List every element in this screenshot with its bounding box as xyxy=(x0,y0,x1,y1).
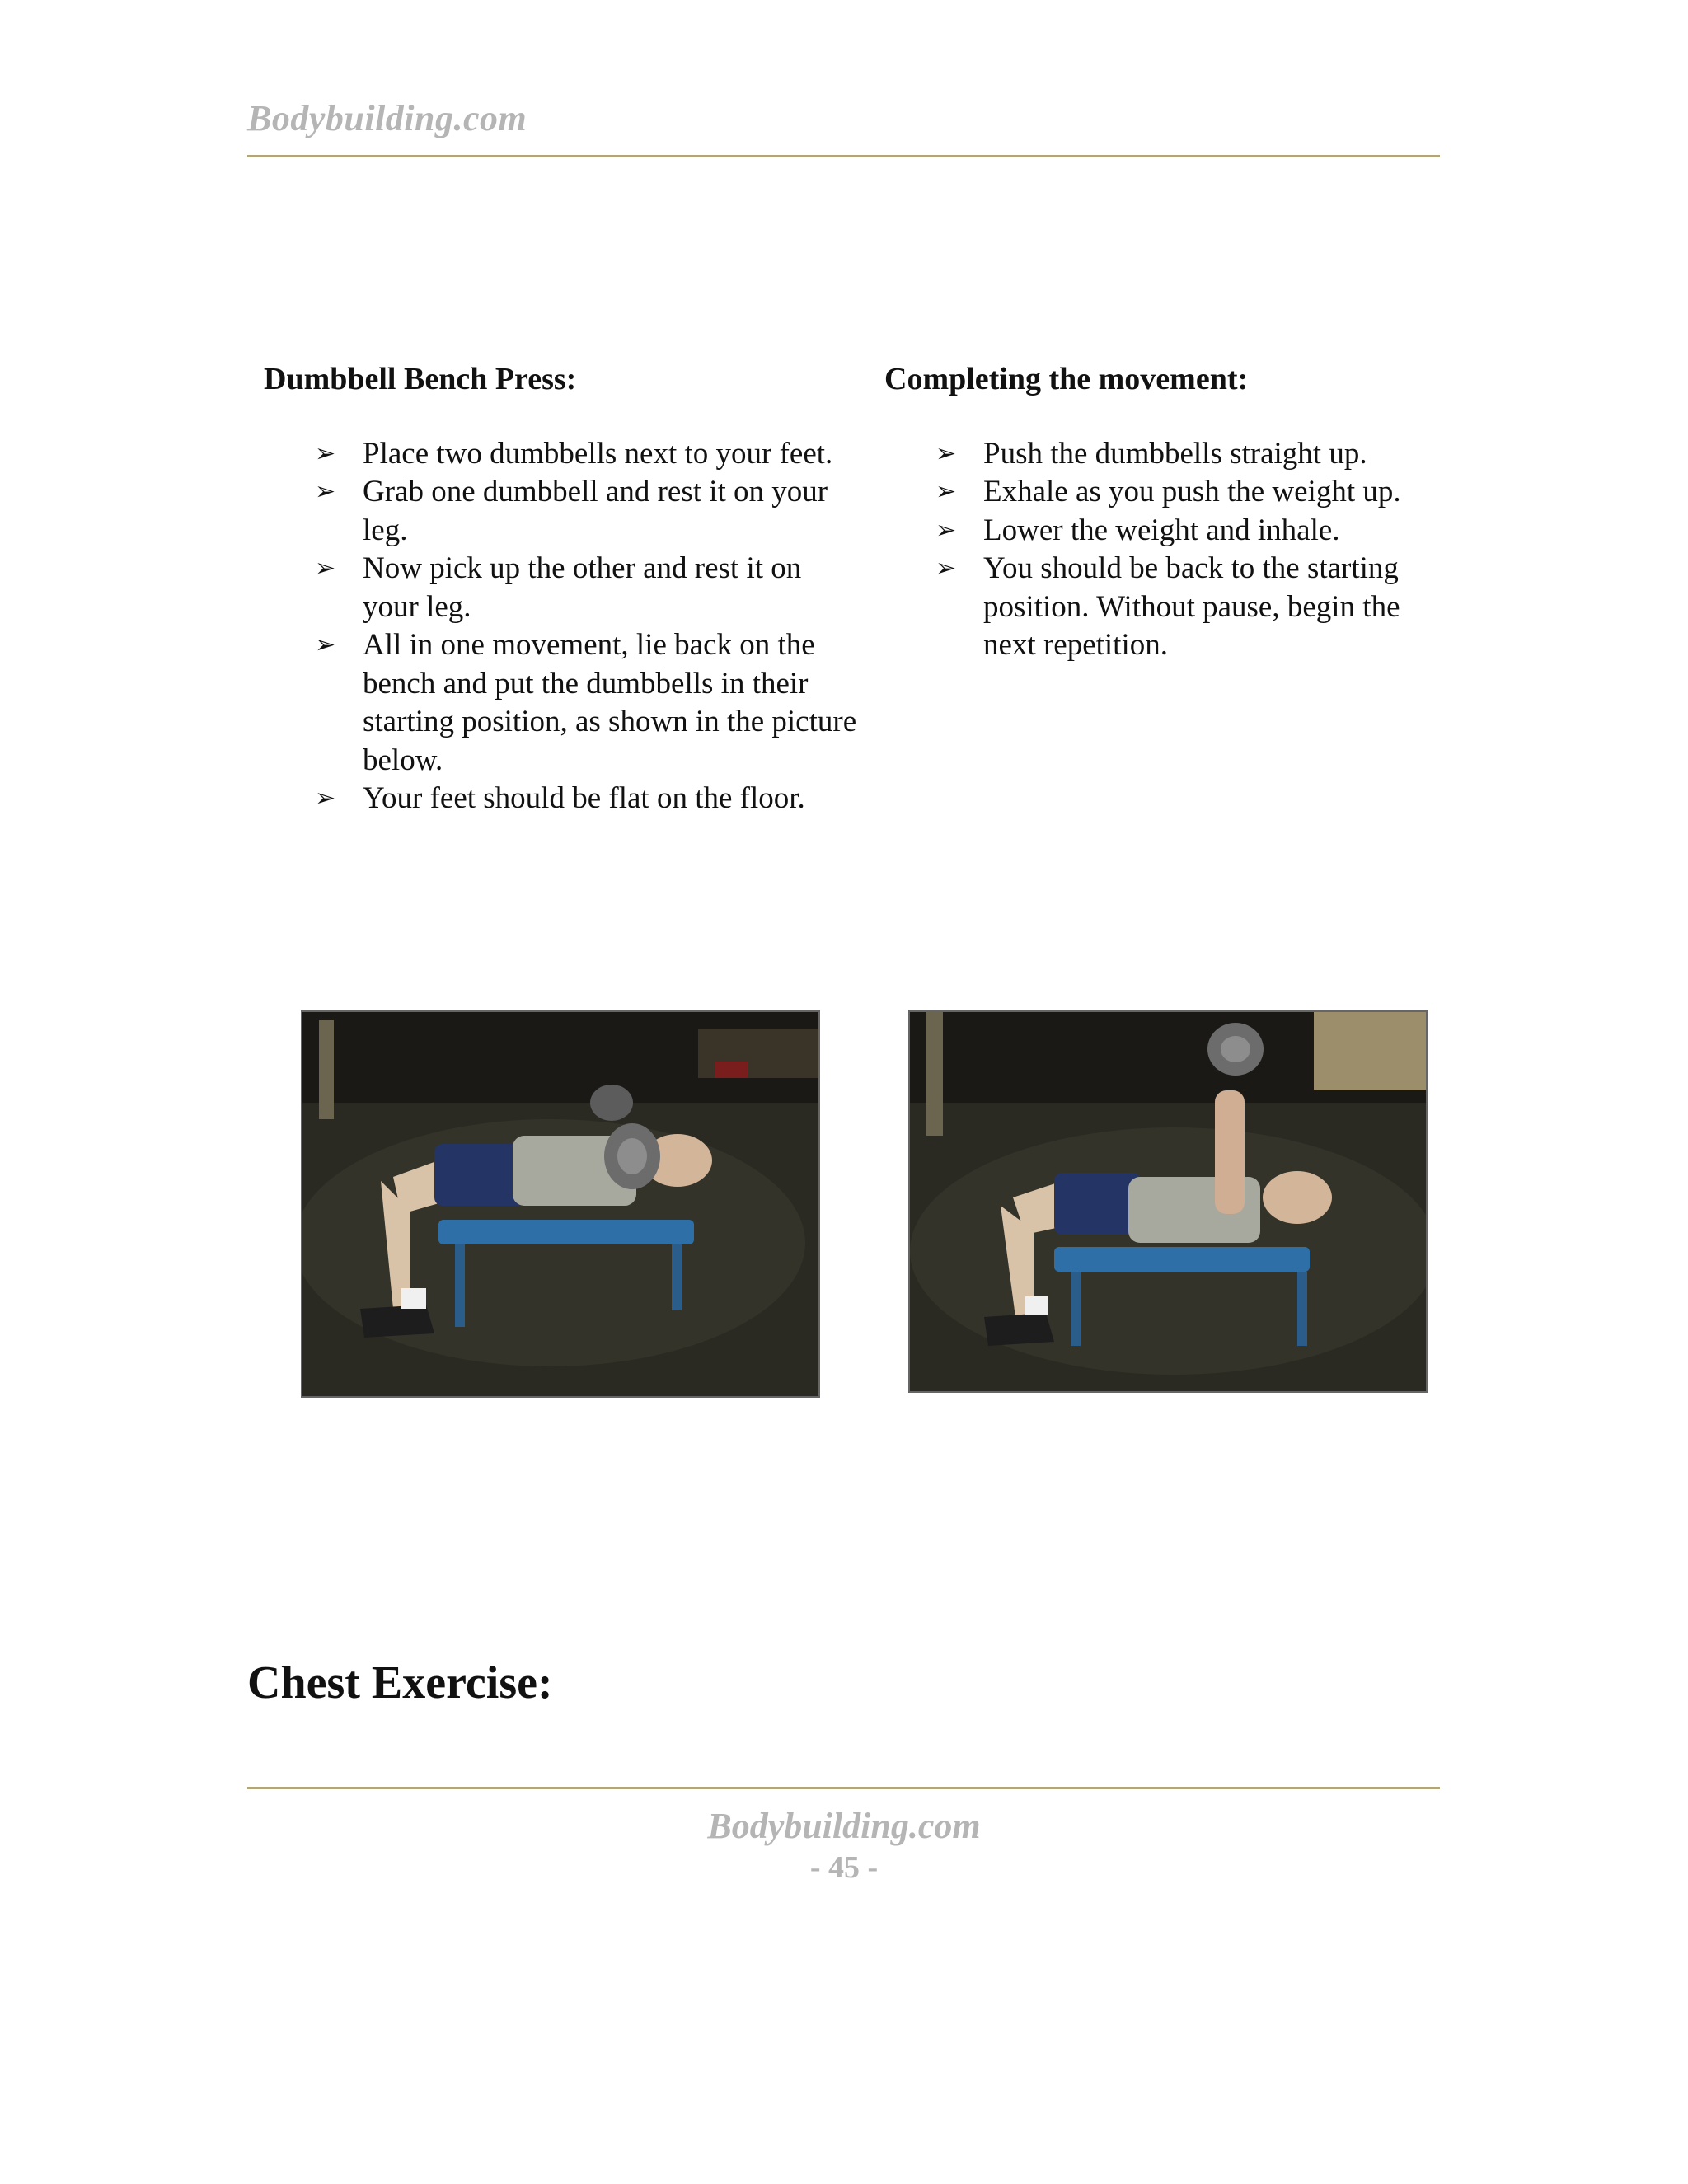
list-item xyxy=(264,626,857,780)
page-number: - 45 - xyxy=(809,1850,879,1885)
arrowhead-bullet-icon: ➢ xyxy=(935,438,957,468)
list-item xyxy=(884,550,1453,665)
list-item-text: You should be back to the starting position. Without pause, begin the next repetition. xyxy=(983,551,1400,663)
arrowhead-bullet-icon: ➢ xyxy=(315,477,336,507)
press-up-illustration xyxy=(910,1012,1426,1391)
list-item-text: Lower the weight and inhale. xyxy=(983,513,1340,547)
list-item xyxy=(884,435,1453,474)
right-column-heading: Completing the movement: xyxy=(884,362,1249,396)
list-item-text: Now pick up the other and rest it on your leg. xyxy=(363,551,802,624)
list-item xyxy=(264,780,857,818)
header-rule xyxy=(247,155,1440,157)
section-title: Chest Exercise: xyxy=(247,1657,553,1708)
list-item xyxy=(264,435,857,474)
list-item-text: Exhale as you push the weight up. xyxy=(983,475,1401,509)
arrowhead-bullet-icon: ➢ xyxy=(935,477,957,507)
arrowhead-bullet-icon: ➢ xyxy=(315,438,336,468)
left-column xyxy=(264,361,857,818)
press-up-photo xyxy=(908,1010,1428,1393)
start-position-photo xyxy=(301,1010,820,1398)
list-item xyxy=(264,550,857,626)
right-column xyxy=(884,361,1453,665)
arrowhead-bullet-icon: ➢ xyxy=(315,784,336,813)
start-position-illustration xyxy=(302,1012,818,1396)
list-item-text: All in one movement, lie back on the bench and put the dumbbells in their starting position, as shown in the picture below. xyxy=(363,628,857,777)
list-item-text: Grab one dumbbell and rest it on your leg. xyxy=(363,475,828,547)
header-brand: Bodybuilding.com xyxy=(247,98,528,138)
arrowhead-bullet-icon: ➢ xyxy=(935,554,957,583)
list-item-text: Place two dumbbells next to your feet. xyxy=(363,436,833,471)
list-item xyxy=(264,473,857,550)
left-column-heading: Dumbbell Bench Press: xyxy=(264,362,577,396)
list-item-text: Push the dumbbells straight up. xyxy=(983,436,1367,471)
list-item-text: Your feet should be flat on the floor. xyxy=(363,781,805,816)
arrowhead-bullet-icon: ➢ xyxy=(935,515,957,545)
left-bullet-list xyxy=(264,435,857,818)
list-item xyxy=(884,473,1453,512)
footer-rule xyxy=(247,1787,1440,1789)
arrowhead-bullet-icon: ➢ xyxy=(315,630,336,660)
footer-brand: Bodybuilding.com xyxy=(707,1806,981,1846)
arrowhead-bullet-icon: ➢ xyxy=(315,554,336,583)
right-bullet-list xyxy=(884,435,1453,665)
list-item xyxy=(884,512,1453,551)
